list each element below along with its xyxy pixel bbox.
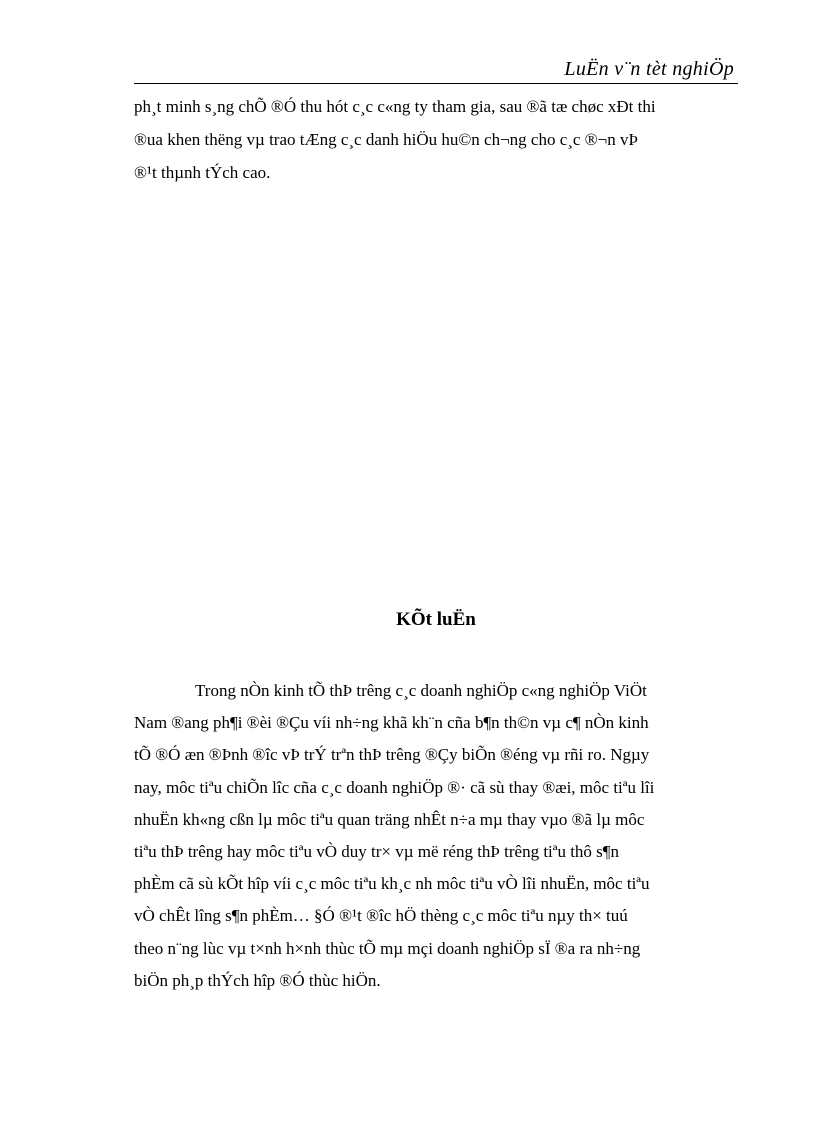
running-title: LuËn v¨n tèt nghiÖp bbox=[564, 58, 734, 80]
paragraph-line: ph¸t minh s¸ng chÕ ®Ó thu hót c¸c c«ng ty tham gia, sau ®ã tæ chøc xÐt thi bbox=[134, 97, 656, 116]
paragraph-line: vÒ chÊt lîng s¶n phÈm… §Ó ®¹t ®îc hÖ thèng c¸c môc tiªu nµy th× tuú bbox=[134, 906, 628, 926]
section-title: KÕt luËn bbox=[396, 609, 476, 630]
paragraph-line: Nam ®ang ph¶i ®èi ®Çu víi nh÷ng khã kh¨n cña b¶n th©n vµ c¶ nÒn kinh bbox=[134, 713, 649, 733]
header-rule bbox=[134, 83, 738, 84]
paragraph-line: phÈm cã sù kÕt hîp víi c¸c môc tiªu kh¸c nh môc tiªu vÒ lîi nhuËn, môc tiªu bbox=[134, 874, 650, 894]
paragraph-line: ®ua khen thëng vµ trao tÆng c¸c danh hiÖu hu©n ch¬ng cho c¸c ®¬n vÞ bbox=[134, 130, 638, 149]
page-header bbox=[134, 54, 738, 84]
paragraph-line: Trong nÒn kinh tÕ thÞ trêng c¸c doanh nghiÖp c«ng nghiÖp ViÖt bbox=[195, 681, 647, 700]
paragraph-line: nhuËn kh«ng cßn lµ môc tiªu quan träng nhÊt n÷a mµ thay vµo ®ã lµ môc bbox=[134, 809, 645, 829]
conclusion-paragraph bbox=[134, 675, 738, 997]
continuation-paragraph bbox=[134, 90, 738, 189]
paragraph-line: tÕ ®Ó æn ®Þnh ®îc vÞ trÝ trªn thÞ trêng ®Çy biÕn ®éng vµ rñi ro. Ngµy bbox=[134, 745, 650, 765]
paragraph-line: theo n¨ng lùc vµ t×nh h×nh thùc tÕ mµ mçi doanh nghiÖp sÏ ®a ra nh÷ng bbox=[134, 938, 641, 958]
paragraph-line: ®¹t thµnh tÝch cao. bbox=[134, 163, 271, 182]
paragraph-line: biÖn ph¸p thÝch hîp ®Ó thùc hiÖn. bbox=[134, 970, 381, 990]
paragraph-line: nay, môc tiªu chiÕn lîc cña c¸c doanh nghiÖp ®· cã sù thay ®æi, môc tiªu lîi bbox=[134, 777, 655, 797]
paragraph-line: tiªu thÞ trêng hay môc tiªu vÒ duy tr× vµ më réng thÞ trêng tiªu thô s¶n bbox=[134, 841, 619, 861]
